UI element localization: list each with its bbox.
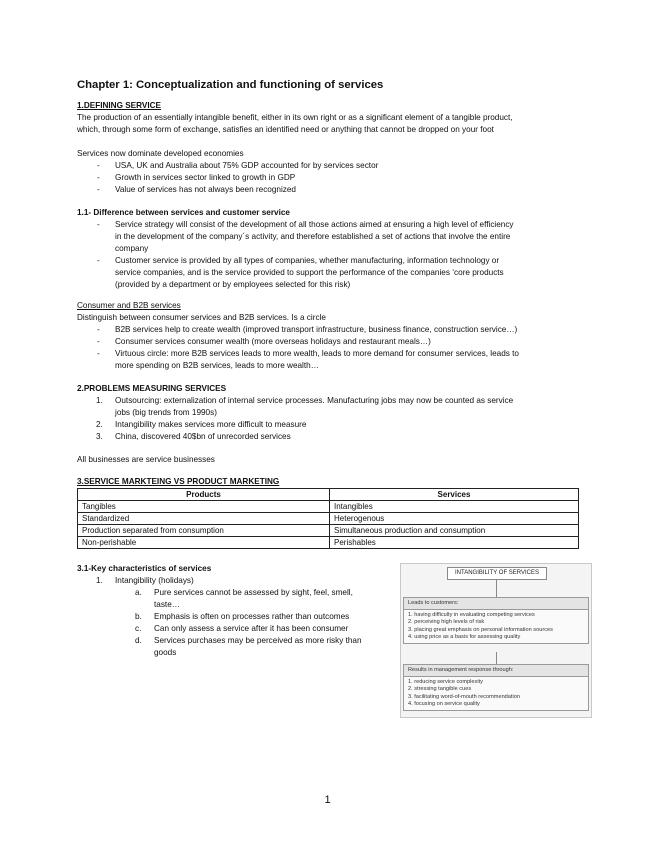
- box-list-item: 3. facilitating word-of-mouth recommendation: [408, 693, 520, 700]
- list-letter: d.: [135, 636, 142, 645]
- all-businesses-text: All businesses are service businesses: [77, 455, 215, 464]
- table-cell: Non-perishable: [78, 537, 330, 549]
- list-item: Customer service is provided by all types of companies, whether manufacturing, information technology or: [115, 256, 500, 265]
- comparison-table: [77, 488, 579, 549]
- list-item-continuation: service companies, and is the service provided to support the performance of the companies ‘core products: [115, 268, 504, 277]
- list-number: 2.: [96, 420, 103, 429]
- list-item-continuation: in the development of the company´s activity, and therefore established a set of actions that involve the entire: [115, 232, 511, 241]
- table-cell: Standardized: [78, 513, 330, 525]
- list-item: Pure services cannot be assessed by sight, feel, smell,: [154, 588, 353, 597]
- section-heading-problems: 2.PROBLEMS MEASURING SERVICES: [77, 384, 227, 393]
- table-cell: Tangibles: [78, 501, 330, 513]
- box-heading: Results in management response through:: [404, 665, 588, 677]
- list-item-continuation: taste…: [154, 600, 180, 609]
- b2b-intro: Distinguish between consumer services and B2B services. Is a circle: [77, 313, 326, 322]
- table-cell: Heterogenous: [330, 513, 579, 525]
- table-cell: Production separated from consumption: [78, 525, 330, 537]
- intangibility-figure: [400, 563, 592, 718]
- box-list-item: 1. reducing service complexity: [408, 679, 483, 686]
- list-number: 1.: [96, 396, 103, 405]
- bullet-dash: -: [97, 256, 100, 265]
- page-number: 1: [324, 794, 331, 806]
- column-header-services: Services: [330, 489, 579, 501]
- list-item: Service strategy will consist of the development of all those actions aimed at ensuring a high level of efficiency: [115, 220, 514, 229]
- bullet-dash: -: [97, 220, 100, 229]
- section-heading-service-marketing: 3.SERVICE MARKTEING VS PRODUCT MARKETING: [77, 477, 280, 486]
- list-item: USA, UK and Australia about 75% GDP accounted for by services sector: [115, 161, 379, 170]
- list-item: China, discovered 40$bn of unrecorded services: [115, 432, 291, 441]
- bullet-dash: -: [97, 337, 100, 346]
- leads-to-customers-box: [403, 597, 589, 644]
- dominate-text: Services now dominate developed economies: [77, 149, 244, 158]
- list-item-continuation: goods: [154, 648, 177, 657]
- definition-line-1: The production of an essentially intangible benefit, either in its own right or as a significant element of a tangible product,: [77, 113, 513, 122]
- list-item: Can only assess a service after it has been consumer: [154, 624, 349, 633]
- list-item: Virtuous circle: more B2B services leads to more wealth, leads to more demand for consumer services, leads to: [115, 349, 519, 358]
- table-cell: Perishables: [330, 537, 579, 549]
- box-list-item: 4. focusing on service quality: [408, 700, 480, 707]
- box-list-item: 2. perceiving high levels of risk: [408, 619, 485, 626]
- box-list-item: 4. using price as a basis for assessing quality: [408, 633, 521, 640]
- section-heading-defining-service: 1.DEFINING SERVICE: [77, 101, 162, 110]
- box-list-item: 3. placing great emphasis on personal information sources: [408, 626, 553, 633]
- box-heading: Leads to customers:: [404, 598, 588, 610]
- section-heading-difference: 1.1- Difference between services and customer service: [77, 208, 290, 217]
- list-item: B2B services help to create wealth (improved transport infrastructure, business finance, construction service…): [115, 325, 518, 334]
- list-item-continuation: company: [115, 244, 149, 253]
- column-header-products: Products: [78, 489, 330, 501]
- box-list: [404, 610, 588, 643]
- chapter-title: Chapter 1: Conceptualization and functioning of services: [77, 79, 384, 91]
- table-row: [78, 513, 579, 525]
- list-item: Services purchases may be perceived as more risky than: [154, 636, 362, 645]
- bullet-dash: -: [97, 349, 100, 358]
- list-item: Consumer services consumer wealth (more overseas holidays and restaurant meals…): [115, 337, 431, 346]
- figure-title: INTANGIBILITY OF SERVICES: [447, 567, 547, 580]
- box-list: [404, 677, 588, 710]
- box-list-item: 1. having difficulty in evaluating competing services: [408, 612, 535, 619]
- box-list-item: 2. stressing tangible cues: [408, 686, 472, 693]
- connector-line: [496, 652, 497, 664]
- list-letter: b.: [135, 612, 142, 621]
- definition-line-2: which, through some form of exchange, satisfies an identified need or anything that cannot be dropped on your foot: [77, 125, 494, 134]
- table-row: [78, 537, 579, 549]
- management-response-box: [403, 664, 589, 711]
- table-row: [78, 501, 579, 513]
- list-item: Outsourcing: externalization of internal service processes. Manufacturing jobs may now be counted as service: [115, 396, 514, 405]
- list-item: Intangibility makes services more difficult to measure: [115, 420, 307, 429]
- list-letter: c.: [135, 624, 142, 633]
- bullet-dash: -: [97, 325, 100, 334]
- list-item: Intangibility (holidays): [115, 576, 194, 585]
- list-item: Emphasis is often on processes rather than outcomes: [154, 612, 350, 621]
- table-cell: Intangibles: [330, 501, 579, 513]
- section-heading-key-characteristics: 3.1-Key characteristics of services: [77, 564, 212, 573]
- connector-line: [496, 579, 497, 597]
- list-item-continuation: more spending on B2B services, leads to more wealth…: [115, 361, 319, 370]
- bullet-dash: -: [97, 173, 100, 182]
- list-item-continuation: (provided by a department or by employees selected for this risk): [115, 280, 351, 289]
- table-row: [78, 525, 579, 537]
- subheading-b2b: Consumer and B2B services: [77, 301, 181, 310]
- list-number: 1.: [96, 576, 103, 585]
- list-item-continuation: jobs (big trends from 1990s): [115, 408, 217, 417]
- table-header-row: [78, 489, 579, 501]
- list-letter: a.: [135, 588, 142, 597]
- bullet-dash: -: [97, 161, 100, 170]
- list-number: 3.: [96, 432, 103, 441]
- list-item: Value of services has not always been recognized: [115, 185, 296, 194]
- list-item: Growth in services sector linked to growth in GDP: [115, 173, 296, 182]
- bullet-dash: -: [97, 185, 100, 194]
- table-cell: Simultaneous production and consumption: [330, 525, 579, 537]
